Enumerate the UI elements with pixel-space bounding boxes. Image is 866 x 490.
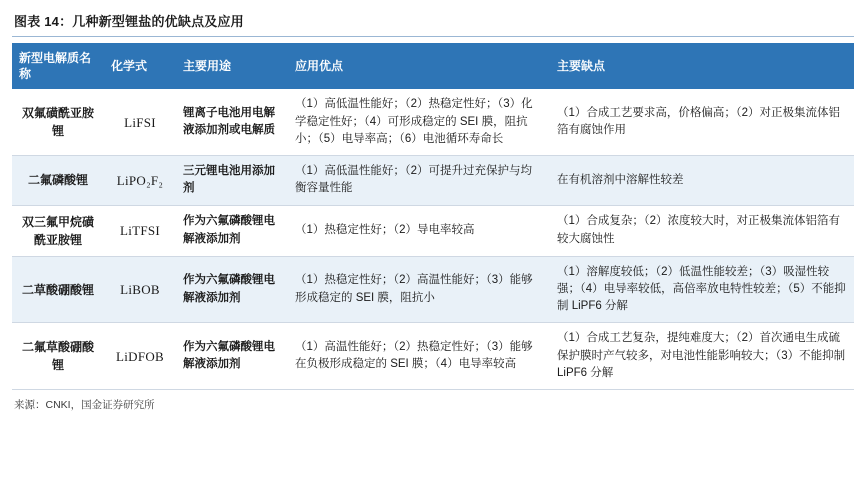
cell-name: 二氟磷酸锂 bbox=[12, 156, 104, 206]
cell-cons: 在有机溶剂中溶解性较差 bbox=[550, 156, 854, 206]
column-header-formula: 化学式 bbox=[104, 43, 176, 89]
cell-formula: LiTFSI bbox=[104, 205, 176, 256]
cell-use: 锂离子电池用电解液添加剂或电解质 bbox=[176, 89, 288, 155]
cell-cons: （1）合成复杂；（2）浓度较大时，对正极集流体铝箔有较大腐蚀性 bbox=[550, 205, 854, 256]
figure-title: 图表 14：几种新型锂盐的优缺点及应用 bbox=[14, 14, 244, 29]
column-header-cons: 主要缺点 bbox=[550, 43, 854, 89]
cell-pros: （1）热稳定性好；（2）导电率较高 bbox=[288, 205, 550, 256]
table-row bbox=[12, 156, 854, 206]
cell-cons: （1）合成工艺要求高，价格偏高；（2）对正极集流体铝箔有腐蚀作用 bbox=[550, 89, 854, 155]
cell-pros: （1）高低温性能好；（2）热稳定性好；（3）化学稳定性好；（4）可形成稳定的 SEI 膜，阻抗小；（5）电导率高；（6）电池循环寿命长 bbox=[288, 89, 550, 155]
table-row bbox=[12, 256, 854, 323]
cell-name: 双氟磺酰亚胺锂 bbox=[12, 89, 104, 155]
cell-formula: LiPO₂F₂ bbox=[104, 156, 176, 206]
cell-use: 作为六氟磷酸锂电解液添加剂 bbox=[176, 205, 288, 256]
table-row bbox=[12, 205, 854, 256]
column-header-use: 主要用途 bbox=[176, 43, 288, 89]
cell-use: 作为六氟磷酸锂电解液添加剂 bbox=[176, 256, 288, 323]
table-row bbox=[12, 89, 854, 155]
cell-pros: （1）高温性能好；（2）热稳定性好；（3）能够在负极形成稳定的 SEI 膜；（4）电导率较高 bbox=[288, 323, 550, 390]
cell-name: 二氟草酸硼酸锂 bbox=[12, 323, 104, 390]
column-header-pros: 应用优点 bbox=[288, 43, 550, 89]
cell-cons: （1）合成工艺复杂，提纯难度大；（2）首次通电生成硫保护膜时产气较多，对电池性能影响较大；（3）不能抑制 LiPF6 分解 bbox=[550, 323, 854, 390]
cell-name: 双三氟甲烷磺酰亚胺锂 bbox=[12, 205, 104, 256]
column-header-name: 新型电解质名称 bbox=[12, 43, 104, 89]
cell-use: 三元锂电池用添加剂 bbox=[176, 156, 288, 206]
cell-pros: （1）热稳定性好；（2）高温性能好；（3）能够形成稳定的 SEI 膜，阻抗小 bbox=[288, 256, 550, 323]
title-divider bbox=[12, 36, 854, 37]
cell-formula: LiDFOB bbox=[104, 323, 176, 390]
cell-formula: LiBOB bbox=[104, 256, 176, 323]
cell-cons: （1）溶解度较低；（2）低温性能较差；（3）吸湿性较强；（4）电导率较低，高倍率放电特性较差；（5）不能抑制 LiPF6 分解 bbox=[550, 256, 854, 323]
cell-pros: （1）高低温性能好；（2）可提升过充保护与均衡容量性能 bbox=[288, 156, 550, 206]
cell-name: 二草酸硼酸锂 bbox=[12, 256, 104, 323]
cell-use: 作为六氟磷酸锂电解液添加剂 bbox=[176, 323, 288, 390]
table-header-row bbox=[12, 43, 854, 89]
lithium-salt-table bbox=[12, 43, 854, 390]
table-row bbox=[12, 323, 854, 390]
source-note: 来源：CNKI，国金证券研究所 bbox=[14, 399, 155, 412]
cell-formula: LiFSI bbox=[104, 89, 176, 155]
